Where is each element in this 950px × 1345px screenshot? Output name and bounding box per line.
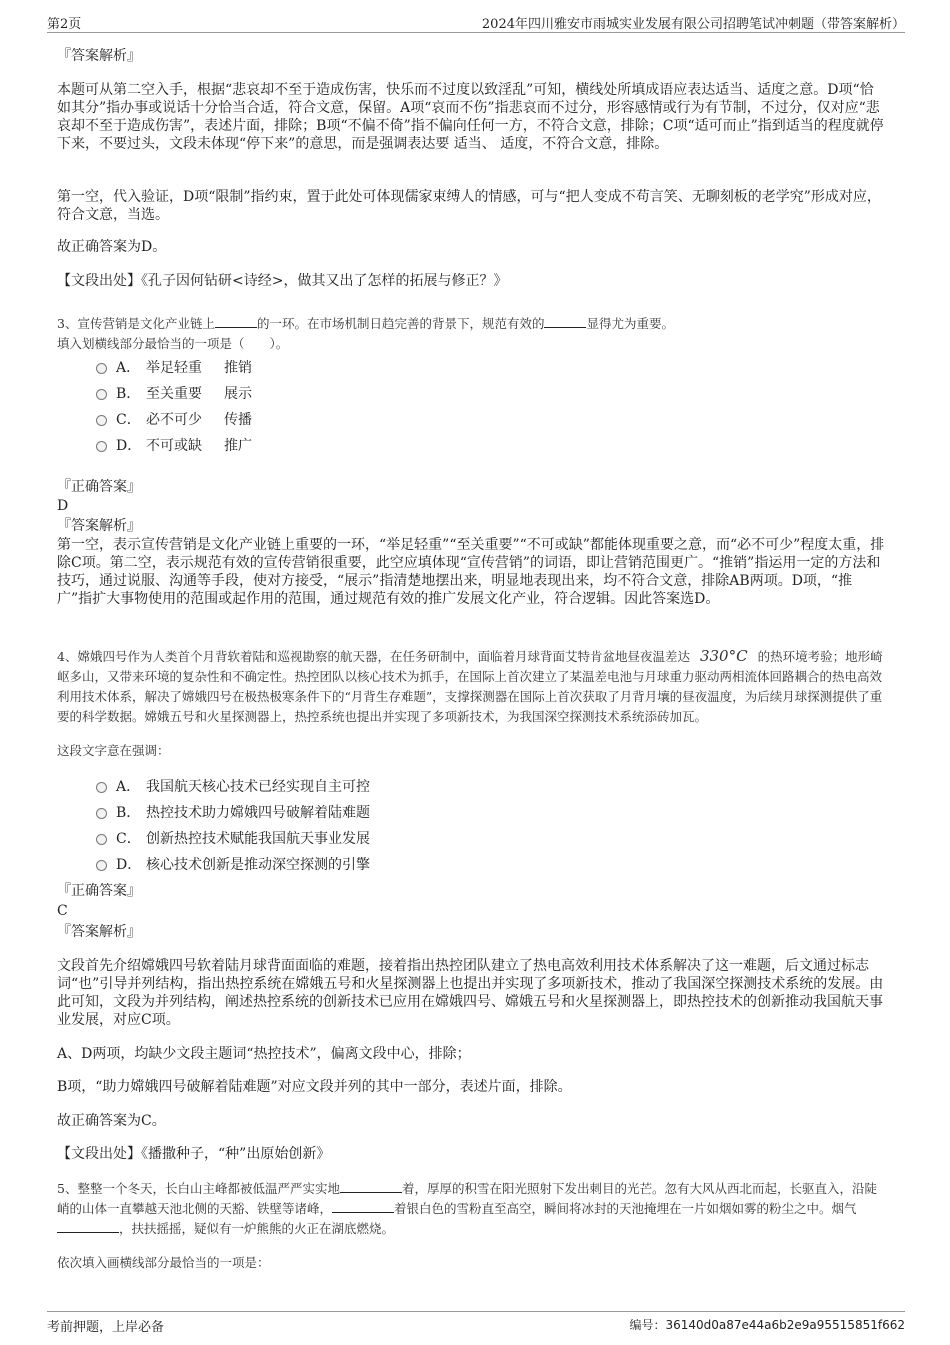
- page-header: [47, 10, 905, 33]
- radio-icon[interactable]: [96, 415, 107, 426]
- q2-analysis-p1: 本题可从第二空入手，根据“悲哀却不至于造成伤害，快乐而不过度以致淫乱”可知，横线处所填成语应表达适当、适度之意。D项“恰如其分”指办事或说话十分恰当合适，符合文意，保留。A项“哀而不伤”指悲哀而不过分，形容感情或行为有节制，不过分，仅对应“悲哀却不至于造成伤害”，表述片面，排除；B项“不偏不倚”指不偏向任何一方，不符合文意，排除；C项“适可而止”指到适当的程度就停下来，不要过头，文段未体现“停下来”的意思，而是强调表达要 适当、 适度，不符合文意，排除。: [57, 82, 884, 152]
- q2-source: [57, 272, 887, 290]
- q3-option-d[interactable]: D． 不可或缺 推广: [96, 437, 252, 455]
- q4-analysis-p3: B项，“助力嫦娥四号破解着陆难题”对应文段并列的其中一部分，表述片面，排除。: [57, 1079, 572, 1095]
- q2-conclusion: 故正确答案为D。: [57, 239, 167, 255]
- q4-analysis-p1: 文段首先介绍嫦娥四号软着陆月球背面面临的难题，接着指出热控团队建立了热电高效利用技术体系解决了这一难题，后文通过标志词“也”引导并列结构，指出热控系统在嫦娥五号和火星探测器上也提出并实现了多项新技术，推动了我国深空探测技术系统的发展。由此可知，文段为并列结构，阐述热控系统的创新技术已应用在嫦娥四号、嫦娥五号和火星探测器上，即热控技术的创新推动我国航天事业发展，对应C项。: [57, 958, 884, 1028]
- q2-analysis-label: 『答案解析』: [57, 48, 141, 64]
- radio-icon[interactable]: [96, 389, 107, 400]
- temperature-value: 330°C: [699, 647, 748, 665]
- radio-icon[interactable]: [96, 808, 107, 819]
- q4-answer: C: [57, 903, 68, 919]
- q3-stem: 3、宣传营销是文化产业链上 的一环。在市场机制日趋完善的背景下，规范有效的 显得尤为重要。 填入划横线部分最恰当的一项是（ ）。: [57, 316, 674, 351]
- footer-note: 考前押题，上岸必备: [47, 1320, 165, 1335]
- q4-stem: 4、嫦娥四号作为人类首个月背软着陆和巡视勘察的航天器，在任务研制中，面临着月球背面艾特肯盆地昼夜温差达 330°C 的热环境考验；地形崎岖多山，又带来环境的复杂性和不确定性。热控团队以核心技术为抓手，在国际上首次建立了某温差电池与月球重力驱动两相流体回路耦合的热电高效利用技术体系，解决了嫦娥四号在极热极寒条件下的“月背生存难题”，支撑探测器在国际上首次获取了月背月壤的昼夜温度，为后续月球探测提供了重要的科学数据。嫦娥五号和火星探测器上，热控系统也提出并实现了多项新技术，为我国深空探测技术系统添砖加瓦。: [57, 647, 883, 724]
- q4-option-c[interactable]: C． 创新热控技术赋能我国航天事业发展: [96, 830, 370, 848]
- radio-icon[interactable]: [96, 441, 107, 452]
- page-footer: [47, 1311, 905, 1335]
- radio-icon[interactable]: [96, 782, 107, 793]
- q4-prompt: 这段文字意在强调：: [57, 743, 170, 758]
- q3-analysis: 第一空，表示宣传营销是文化产业链上重要的一环，“举足轻重”“至关重要”“不可或缺”都能体现重要之意，而“必不可少”程度太重，排除C项。第二空，表示规范有效的宣传营销很重要，此空应填体现“宣传营销”的词语，即让营销范围更广。“推销”指运用一定的方法和技巧，通过说服、沟通等手段，使对方接受，“展示”指清楚地摆出来，明显地表现出来，均不符合文意，排除AB两项。D项，“推广”指扩大事物使用的范围或起作用的范围，通过规范有效的推广发展文化产业，符合逻辑。因此答案选D。: [57, 537, 885, 607]
- q4-source: [57, 1145, 887, 1163]
- q4-answer-label: 『正确答案』: [57, 883, 141, 899]
- q5-stem: 5、整整一个冬天，长白山主峰都被低温严严实实地 着，厚厚的积雪在阳光照射下发出刺目的光芒。忽有大风从西北而起，长驱直入，沿陡峭的山体一直攀越天池北侧的天豁、铁壁等诸峰， 着银白色的雪粉直至高空，瞬间将冰封的天池掩埋在一片如烟如雾的粉尘之中。烟气，扶扶摇摇，疑似有一炉熊熊的火正在湖底燃烧。: [57, 1181, 877, 1236]
- page-number: 第2页: [47, 17, 82, 32]
- q3-option-b[interactable]: B． 至关重要 展示: [96, 385, 252, 403]
- source-text: 《孔子因何钻研<诗经>，做其又出了怎样的拓展与修正？》: [141, 273, 508, 289]
- q3-answer: D: [57, 498, 69, 514]
- q4-option-a[interactable]: A． 我国航天核心技术已经实现自主可控: [96, 778, 370, 796]
- q4-analysis-p2: A、D两项，均缺少文段主题词“热控技术”，偏离文段中心，排除；: [57, 1046, 471, 1062]
- source-label: 【文段出处】: [57, 1146, 141, 1162]
- q4-analysis-label: 『答案解析』: [57, 924, 141, 940]
- q4-conclusion: 故正确答案为C。: [57, 1113, 166, 1129]
- footer-code: 编号：36140d0a87e44a6b2e9a95515851f662: [629, 1318, 905, 1332]
- q3-option-c[interactable]: C． 必不可少 传播: [96, 411, 252, 429]
- q4-option-d[interactable]: D． 核心技术创新是推动深空探测的引擎: [96, 856, 370, 874]
- radio-icon[interactable]: [96, 860, 107, 871]
- radio-icon[interactable]: [96, 834, 107, 845]
- source-label: 【文段出处】: [57, 273, 141, 289]
- q3-answer-label: 『正确答案』: [57, 479, 141, 495]
- q2-analysis-p2: 第一空，代入验证，D项“限制”指约束，置于此处可体现儒家束缚人的情感，可与“把人变成不苟言笑、无聊刻板的老学究”形成对应，符合文意，当选。: [57, 189, 881, 223]
- q3-analysis-label: 『答案解析』: [57, 518, 141, 534]
- radio-icon[interactable]: [96, 363, 107, 374]
- source-text: 《播撒种子，“种”出原始创新》: [141, 1146, 331, 1162]
- q5-prompt: 依次填入画横线部分最恰当的一项是：: [57, 1255, 270, 1270]
- q4-option-b[interactable]: B． 热控技术助力嫦娥四号破解着陆难题: [96, 804, 370, 822]
- q3-option-a[interactable]: A． 举足轻重 推销: [96, 359, 252, 377]
- document-title: 2024年四川雅安市雨城实业发展有限公司招聘笔试冲刺题（带答案解析）: [481, 17, 905, 32]
